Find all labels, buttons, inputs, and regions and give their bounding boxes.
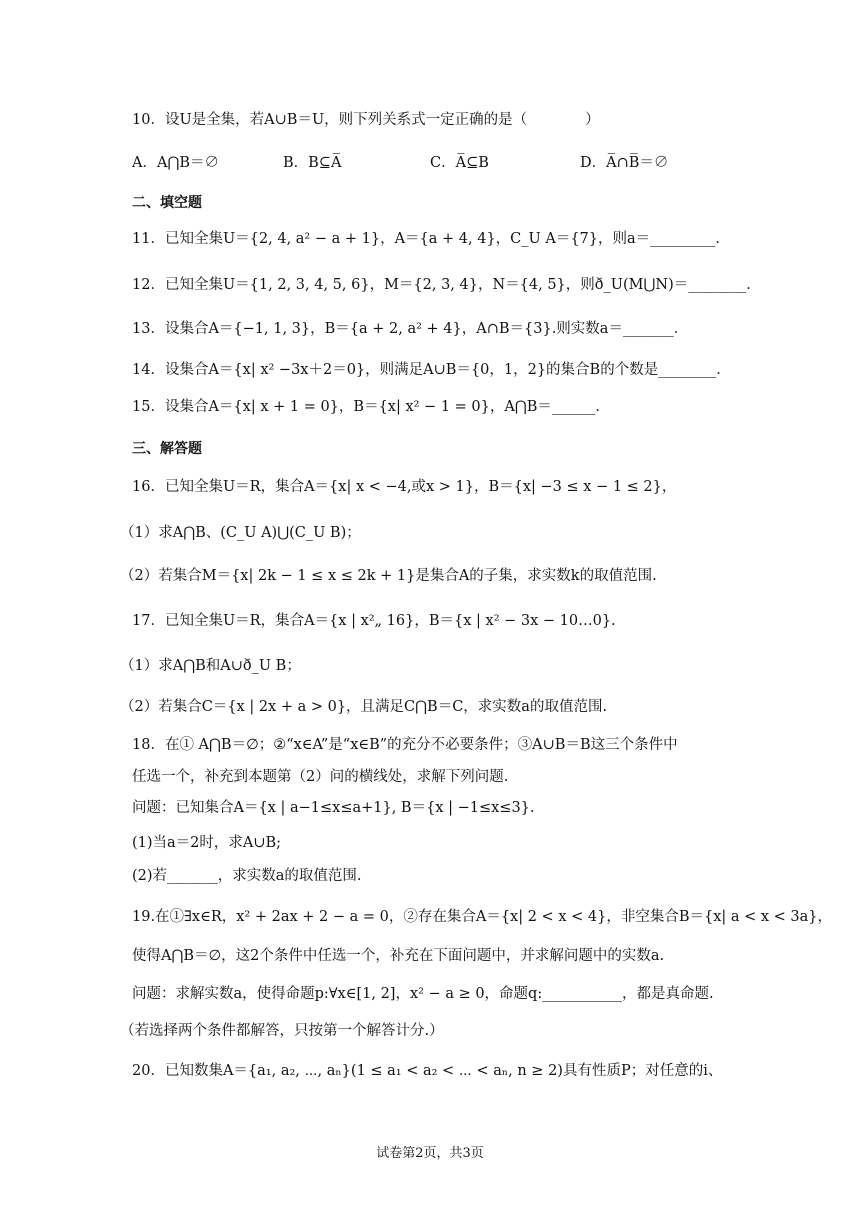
q15: 15．设集合A＝{x| x + 1 = 0}，B＝{x| x² − 1 = 0}，A⋂B＝______． (132, 399, 610, 415)
q18-line5: (2)若_______，求实数a的取值范围. (132, 868, 362, 884)
q10-option-b: B．B⊆A̅ (283, 155, 342, 171)
q16-part1: （1）求A⋂B、(C_U A)⋃(C_U B)； (120, 525, 361, 541)
q11: 11．已知全集U＝{2, 4, a² − a + 1}，A＝{a + 4, 4}，C_U A＝{7}，则a＝_________． (132, 231, 730, 247)
q10-option-d: D．A̅∩B̅＝∅ (580, 155, 669, 171)
q17-stem: 17．已知全集U＝R，集合A＝{x | x²„ 16}，B＝{x | x² − 3x − 10…0}. (132, 613, 616, 629)
q10-option-c: C．A̅⊆B (430, 155, 489, 171)
q20-stem: 20．已知数集A＝{a₁, a₂, ⋯, aₙ}(1 ≤ a₁ < a₂ < ⋯ < aₙ, n ≥ 2)具有性质P；对任意的i、 (132, 1063, 723, 1079)
q17-part2: （2）若集合C＝{x | 2x + a > 0}，且满足C⋂B＝C，求实数a的取值范围. (120, 699, 608, 715)
q19-line2: 使得A⋂B＝∅，这2个条件中任选一个，补充在下面问题中，并求解问题中的实数a. (132, 948, 665, 964)
q14: 14．设集合A＝{x| x² −3x＋2＝0}，则满足A∪B＝{0，1，2}的集合B的个数是________． (132, 362, 731, 378)
q19-line1: 19.在①∃x∈R，x² + 2ax + 2 − a = 0，②存在集合A＝{x| 2 < x < 4}，非空集合B＝{x| a < x < 3a}， (132, 909, 833, 925)
q12: 12．已知全集U＝{1, 2, 3, 4, 5, 6}，M＝{2, 3, 4}，N＝{4, 5}，则ð_U(M⋃N)＝________． (132, 277, 761, 293)
q18-line4: (1)当a＝2时，求A∪B; (132, 835, 282, 851)
page-footer: 试卷第2页，共3页 (376, 1146, 484, 1161)
q18-line3: 问题：已知集合A＝{x | a−1≤x≤a+1}, B＝{x | −1≤x≤3}. (132, 800, 535, 816)
section-fill-in-heading: 二、填空题 (132, 195, 202, 211)
q18-line2: 任选一个，补充到本题第（2）问的横线处，求解下列问题. (132, 769, 509, 785)
q16-part2: （2）若集合M＝{x| 2k − 1 ≤ x ≤ 2k + 1}是集合A的子集，求实数k的取值范围. (120, 568, 657, 584)
q18-line1: 18．在① A⋂B＝∅；②“x∈A”是“x∈B”的充分不必要条件；③A∪B＝B这三个条件中 (132, 737, 678, 753)
q19-line4: （若选择两个条件都解答，只按第一个解答计分.） (120, 1023, 444, 1039)
q16-stem: 16．已知全集U＝R，集合A＝{x| x < −4,或x > 1}，B＝{x| −3 ≤ x − 1 ≤ 2}， (132, 479, 677, 495)
q10-option-a: A．A⋂B＝∅ (132, 155, 219, 171)
q19-line3: 问题：求解实数a，使得命题p:∀x∈[1, 2]，x² − a ≥ 0，命题q:___________，都是真命题. (132, 986, 714, 1002)
q10-stem: 10．设U是全集，若A∪B＝U，则下列关系式一定正确的是（ ） (132, 112, 600, 128)
q17-part1: （1）求A⋂B和A∪ð_U B； (120, 658, 301, 674)
q13: 13．设集合A＝{−1, 1, 3}，B＝{a + 2, a² + 4}，A∩B＝{3}.则实数a＝_______． (132, 321, 689, 337)
section-answer-heading: 三、解答题 (132, 441, 202, 457)
